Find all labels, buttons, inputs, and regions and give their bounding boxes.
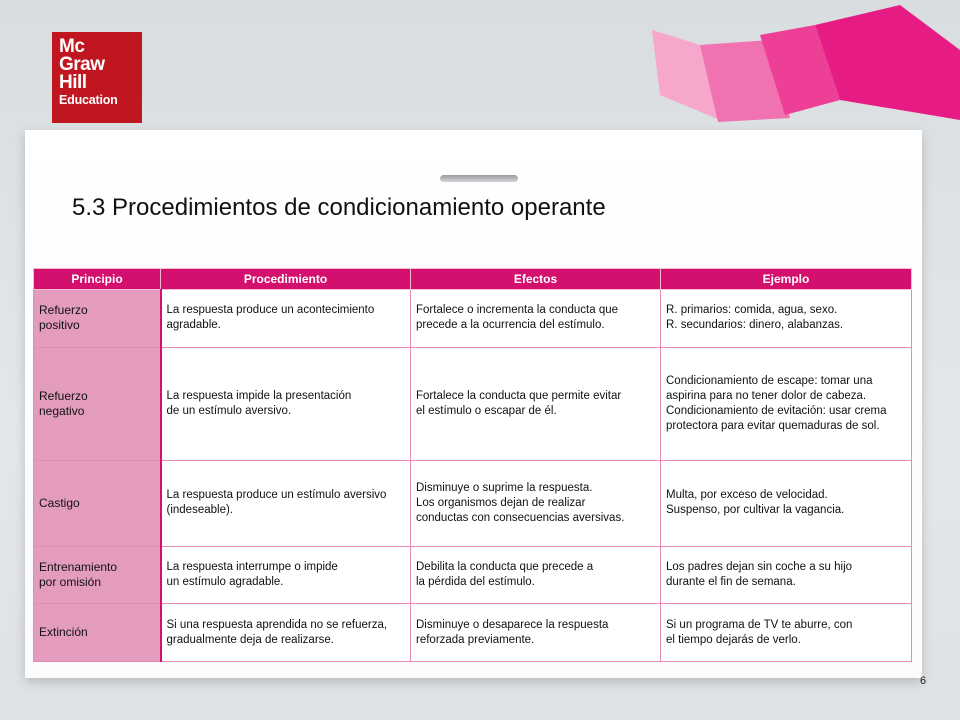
example-cell bbox=[661, 546, 912, 604]
principle-cell bbox=[34, 604, 161, 662]
effects-cell bbox=[411, 546, 661, 604]
cell-text-line: La respuesta interrumpe o impide bbox=[166, 560, 338, 573]
principle-cell bbox=[34, 347, 161, 460]
logo-line-2: Graw bbox=[59, 54, 105, 75]
cell-text-line: durante el fin de semana. bbox=[666, 575, 796, 588]
example-cell bbox=[661, 461, 912, 547]
slide-title: 5.3 Procedimientos de condicionamiento operante bbox=[72, 194, 606, 221]
cell-text-line: protectora para evitar quemaduras de sol. bbox=[666, 419, 880, 432]
cell-text-line: Castigo bbox=[39, 495, 80, 510]
cell-text-line: La respuesta produce un acontecimiento bbox=[166, 304, 375, 317]
cell-text-line: el tiempo dejarás de verlo. bbox=[666, 633, 801, 646]
cell-text-line: precede a la ocurrencia del estímulo. bbox=[416, 319, 605, 332]
cell-text-line: Condicionamiento de escape: tomar una bbox=[666, 374, 873, 387]
cell-text-line: (indeseable). bbox=[166, 504, 233, 517]
cell-text-line: Los padres dejan sin coche a su hijo bbox=[666, 560, 853, 573]
cell-text-line: Extinción bbox=[39, 625, 88, 640]
cell-text-line: el estímulo o escapar de él. bbox=[416, 404, 557, 417]
procedure-cell bbox=[161, 290, 411, 348]
cell-text-line: Disminuye o suprime la respuesta. bbox=[416, 481, 593, 494]
ribbon-darkest bbox=[815, 5, 960, 120]
procedure-cell bbox=[161, 461, 411, 547]
example-cell bbox=[661, 290, 912, 348]
table-row bbox=[34, 461, 912, 547]
procedure-cell bbox=[161, 347, 411, 460]
cell-text-line: La respuesta impide la presentación bbox=[166, 389, 352, 402]
table-row bbox=[34, 290, 912, 348]
effects-cell bbox=[411, 290, 661, 348]
page-number: 6 bbox=[920, 675, 927, 687]
mcgraw-hill-logo bbox=[52, 32, 142, 123]
procedure-cell bbox=[161, 546, 411, 604]
table-row bbox=[34, 347, 912, 460]
header-principio: Principio bbox=[34, 269, 161, 290]
header-efectos: Efectos bbox=[411, 269, 661, 290]
cell-text-line: aspirina para no tener dolor de cabeza. bbox=[666, 389, 867, 402]
header-procedimiento: Procedimiento bbox=[161, 269, 411, 290]
cell-text-line: positivo bbox=[39, 318, 80, 333]
effects-cell bbox=[411, 347, 661, 460]
cell-text-line: Los organismos dejan de realizar bbox=[416, 496, 586, 509]
cell-text-line: Refuerzo bbox=[39, 303, 88, 318]
principle-cell bbox=[34, 461, 161, 547]
table-header-row bbox=[34, 269, 912, 290]
header-ejemplo: Ejemplo bbox=[661, 269, 912, 290]
cell-text-line: Suspenso, por cultivar la vagancia. bbox=[666, 504, 845, 517]
cell-text-line: Condicionamiento de evitación: usar crema bbox=[666, 404, 887, 417]
cell-text-line: Fortalece la conducta que permite evitar bbox=[416, 389, 622, 402]
cell-text-line: reforzada previamente. bbox=[416, 633, 535, 646]
cell-text-line: Refuerzo bbox=[39, 388, 88, 403]
principle-cell bbox=[34, 546, 161, 604]
cell-text-line: un estímulo agradable. bbox=[166, 575, 284, 588]
table-row bbox=[34, 546, 912, 604]
cell-text-line: Fortalece o incrementa la conducta que bbox=[416, 304, 619, 317]
principle-cell bbox=[34, 290, 161, 348]
effects-cell bbox=[411, 461, 661, 547]
cell-text-line: Multa, por exceso de velocidad. bbox=[666, 489, 828, 502]
example-cell bbox=[661, 604, 912, 662]
cell-text-line: negativo bbox=[39, 403, 85, 418]
cell-text-line: Si un programa de TV te aburre, con bbox=[666, 618, 853, 631]
cell-text-line: conductas con consecuencias aversivas. bbox=[416, 511, 625, 524]
cell-text-line: Debilita la conducta que precede a bbox=[416, 560, 594, 573]
effects-cell bbox=[411, 604, 661, 662]
conditioning-table bbox=[33, 268, 911, 662]
decorative-ribbons bbox=[640, 0, 960, 140]
slide-pill-decoration bbox=[440, 175, 518, 182]
cell-text-line: R. primarios: comida, agua, sexo. bbox=[666, 304, 838, 317]
cell-text-line: R. secundarios: dinero, alabanzas. bbox=[666, 319, 844, 332]
cell-text-line: Si una respuesta aprendida no se refuerza, bbox=[166, 618, 388, 631]
cell-text-line: Disminuye o desaparece la respuesta bbox=[416, 618, 609, 631]
cell-text-line: La respuesta produce un estímulo aversivo bbox=[166, 489, 387, 502]
cell-text-line: de un estímulo aversivo. bbox=[166, 404, 292, 417]
cell-text-line: Entrenamiento bbox=[39, 559, 118, 574]
example-cell bbox=[661, 347, 912, 460]
cell-text-line: la pérdida del estímulo. bbox=[416, 575, 535, 588]
logo-line-4: Education bbox=[59, 93, 118, 107]
logo-line-3: Hill bbox=[59, 72, 87, 93]
cell-text-line: por omisión bbox=[39, 574, 102, 589]
procedure-cell bbox=[161, 604, 411, 662]
cell-text-line: agradable. bbox=[166, 319, 221, 332]
cell-text-line: gradualmente deja de realizarse. bbox=[166, 633, 334, 646]
table-row bbox=[34, 604, 912, 662]
logo-line-1: Mc bbox=[59, 36, 85, 57]
